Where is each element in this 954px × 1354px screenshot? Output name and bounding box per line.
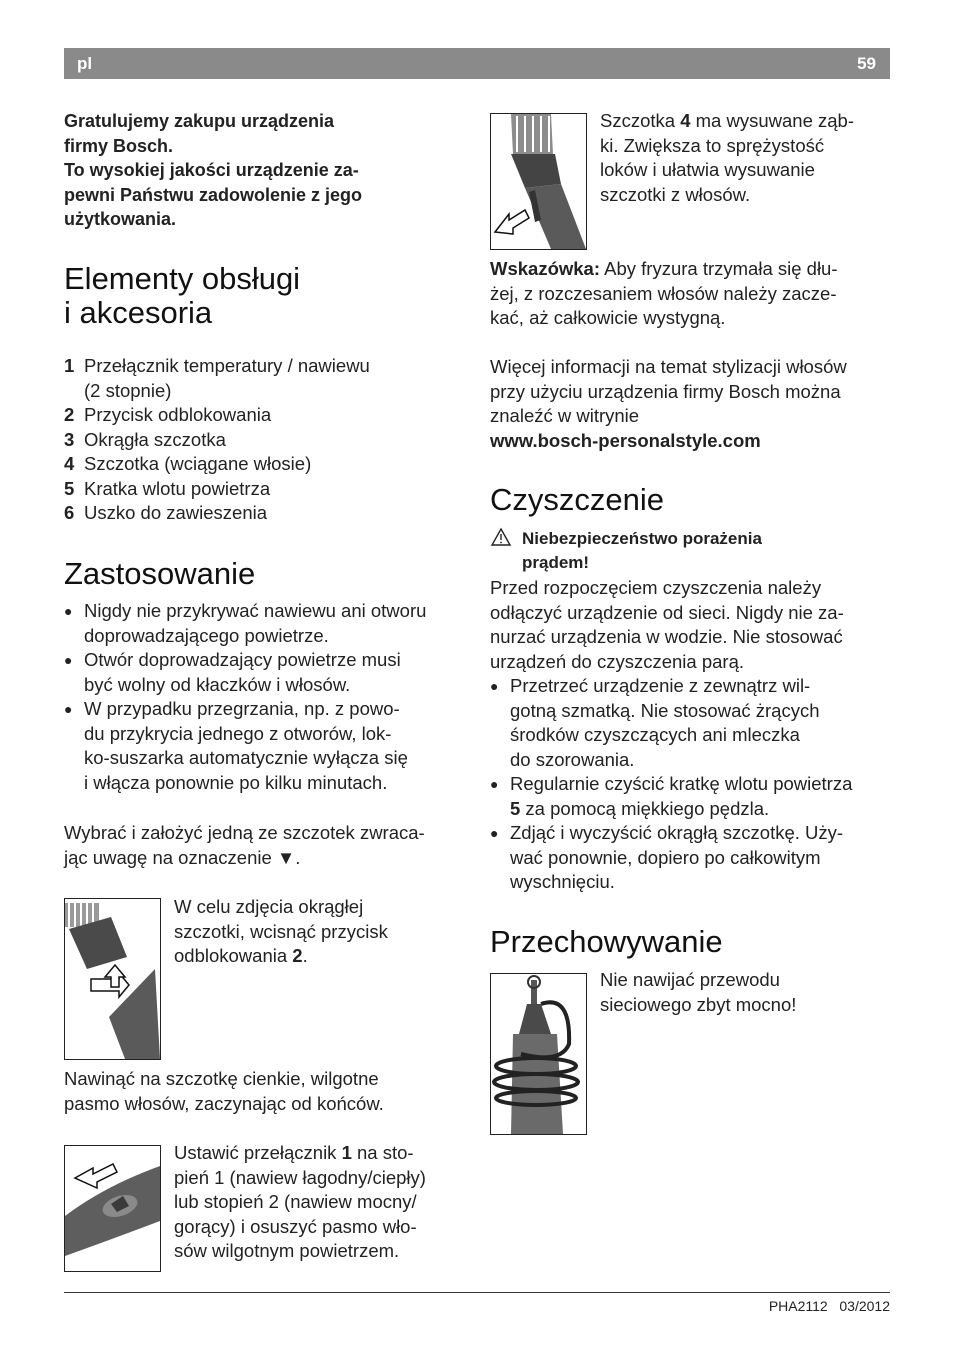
list-item: 3 Okrągła szczotka [64,428,226,450]
page-header-bar [64,48,890,79]
model-number: PHA2112 [768,1298,828,1314]
tip-text: Wskazówka: Aby fryzura trzymała się dłu- żej, z rozczesaniem włosów należy zacze- kać, aż całkowicie wystygną. [490,258,838,328]
brush-removal-illustration [64,898,161,1060]
set-switch-text: Ustawić przełącznik 1 na sto- pień 1 (nawiew łagodny/ciepły) lub stopień 2 (nawiew mocny/ gorący) i osuszyć pasmo wło- sów wilgotnym powietrzem. [174,1142,426,1261]
footer-info [769,1298,890,1314]
list-item: ● Przetrzeć urządzenie z zewnątrz wil- gotną szmatką. Nie stosować żrących środków czyszczących ani mleczka do szorowania. [490,675,820,770]
usage-bullets [64,599,474,795]
list-item: 2 Przycisk odblokowania [64,404,272,425]
more-info-text: Więcej informacji na temat stylizacji włosów przy użyciu urządzenia firmy Bosch można znaleźć w witrynie www.bosch-personalstyle.com [490,355,847,453]
cleaning-heading: Czyszczenie [490,482,664,517]
list-item: 5 Kratka wlotu powietrza [64,477,271,499]
list-item: ● W przypadku przegrzania, np. z powo- du przykrycia jednego z otworów, lok- ko-suszarka automatycznie wyłącza się i włącza ponownie po kilku minutach. [64,698,408,793]
list-item: ● Otwór doprowadzający powietrze musi być wolny od kłaczków i włosów. [64,649,401,695]
footer-divider [64,1292,890,1293]
switch-illustration [64,1145,161,1272]
brush-retractable-illustration [490,113,587,250]
cleaning-paragraph: Przed rozpoczęciem czyszczenia należy odłączyć urządzenie od sieci. Nigdy nie za- nurzać urządzenia w wodzie. Nie stosować urządzeń do czyszczenia parą. [490,577,844,672]
choose-brush-text: Wybrać i założyć jedną ze szczotek zwraca- jąc uwagę na oznaczenie ▼. [64,822,425,868]
remove-brush-text: W celu zdjęcia okrągłej szczotki, wcisnąć przycisk odblokowania 2. [174,896,388,966]
list-item: 1 Przełącznik temperatury / nawiewu (2 stopnie) [64,355,370,401]
cleaning-bullets [490,674,900,895]
electric-warning: Niebezpieczeństwo porażenia prądem! [490,527,762,575]
storage-heading: Przechowywanie [490,924,723,959]
warning-triangle-icon [490,527,522,575]
usage-heading: Zastosowanie [64,556,256,591]
list-item: 4 Szczotka (wciągane włosie) [64,453,312,474]
list-item: ● Nigdy nie przykrywać nawiewu ani otworu doprowadzającego powietrze. [64,600,427,646]
intro-text: Gratulujemy zakupu urządzenia firmy Bosch. To wysokiej jakości urządzenie za- pewni Państwu zadowolenie z jego użytkowania. [64,111,363,229]
storage-text: Nie nawijać przewodu sieciowego zbyt mocno! [600,969,797,1015]
language-code: pl [77,54,93,73]
wind-hair-text: Nawinąć na szczotkę cienkie, wilgotne pasmo włosów, zaczynając od końców. [64,1068,384,1114]
document-date: 03/2012 [839,1298,890,1314]
list-item: ● Regularnie czyścić kratkę wlotu powietrza 5 za pomocą miękkiego pędzla. [490,773,853,819]
website-link[interactable]: www.bosch-personalstyle.com [490,429,761,451]
elements-heading: Elementy obsługi i akcesoria [64,261,301,330]
page-number: 59 [857,54,876,73]
storage-illustration [490,973,587,1135]
parts-list [64,354,370,526]
retractable-brush-text: Szczotka 4 ma wysuwane ząb- ki. Zwiększa to sprężystość loków i ułatwia wysuwanie szczotki z włosów. [600,110,854,205]
list-item: ● Zdjąć i wyczyścić okrągłą szczotkę. Uży- wać ponownie, dopiero po całkowitym wyschnięciu. [490,822,844,892]
list-item: 6 Uszko do zawieszenia [64,502,268,523]
